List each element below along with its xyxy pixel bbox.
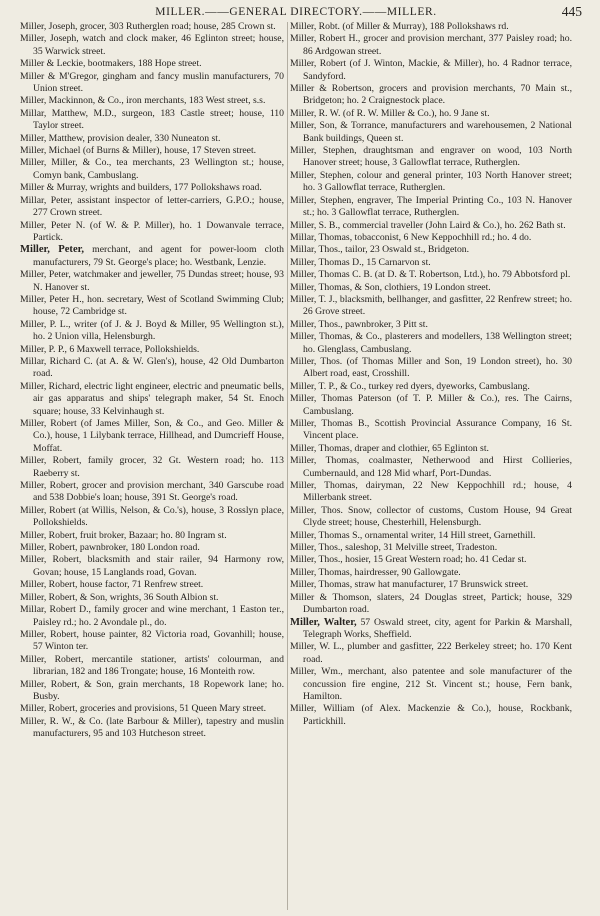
entry-text: Miller, Thomas B., Scottish Provincial Assurance Company, 16 St. Vincent place. bbox=[290, 418, 572, 442]
directory-entry bbox=[20, 592, 284, 604]
directory-entry bbox=[20, 629, 284, 654]
directory-entry bbox=[20, 33, 284, 58]
directory-entry bbox=[290, 21, 572, 33]
column-divider bbox=[287, 22, 288, 910]
entry-text: Miller, Thomas D., 15 Carnarvon st. bbox=[290, 256, 431, 268]
entry-text: Millar, Thos., tailor, 23 Oswald st., Bridgeton. bbox=[290, 244, 470, 256]
entry-name-bold: Miller, Walter, bbox=[290, 616, 357, 628]
directory-entry bbox=[20, 455, 284, 480]
directory-entry bbox=[20, 294, 284, 319]
directory-entry bbox=[290, 542, 572, 554]
entry-text: Millar, Thomas, tobacconist, 6 New Keppochhill rd.; ho. 4 do. bbox=[290, 231, 532, 243]
directory-entry bbox=[290, 703, 572, 728]
directory-entry bbox=[20, 703, 284, 715]
entry-text: Miller, Robert, & Son, wrights, 36 South Albion st. bbox=[20, 591, 219, 603]
entry-text: Miller & Robertson, grocers and provision merchants, 70 Main st., Bridgeton; ho. 2 Craignestock place. bbox=[290, 83, 572, 107]
entry-text: Millar, Peter, assistant inspector of letter-carriers, G.P.O.; house, 277 Crown street. bbox=[20, 194, 284, 219]
entry-text: Miller & Leckie, bootmakers, 188 Hope street. bbox=[20, 58, 202, 70]
directory-entry bbox=[290, 418, 572, 443]
entry-text: Miller, Robert H., grocer and provision merchant, 377 Paisley road; ho. 86 Ardgowan street. bbox=[290, 33, 572, 57]
entry-text: Miller, Peter H., hon. secretary, West of Scotland Swimming Club; house, 72 Cambridge st. bbox=[20, 293, 284, 318]
directory-entry bbox=[20, 71, 284, 96]
entry-text: Miller, S. B., commercial traveller (John Laird & Co.), ho. 262 Bath st. bbox=[290, 219, 566, 231]
entry-text: Millar, Richard C. (at A. & W. Glen's), house, 42 Old Dumbarton road. bbox=[20, 355, 284, 380]
entry-text: Miller, P. P., 6 Maxwell terrace, Pollokshields. bbox=[20, 343, 200, 355]
entry-text: Miller, Thos., hosier, 15 Great Western road; ho. 41 Cedar st. bbox=[290, 554, 527, 566]
directory-entry bbox=[20, 133, 284, 145]
entry-text: 57 Oswald street, city, agent for Parkin & Marshall, Telegraph Works, Sheffield. bbox=[303, 616, 572, 640]
entry-text: Miller, Robert, house painter, 82 Victoria road, Govanhill; house, 57 Winton ter. bbox=[20, 628, 284, 653]
directory-entry bbox=[20, 58, 284, 70]
entry-text: Miller, Robert, groceries and provisions, 51 Queen Mary street. bbox=[20, 703, 267, 715]
entry-text: Miller, Thomas S., ornamental writer, 14 Hill street, Garnethill. bbox=[290, 529, 536, 541]
directory-entry bbox=[290, 530, 572, 542]
entry-text: Miller & Thomson, slaters, 24 Douglas street, Partick; house, 329 Dumbarton road. bbox=[290, 591, 572, 616]
entry-text: Miller, Thomas Paterson (of T. P. Miller & Co.), res. The Cairns, Cambuslang. bbox=[290, 393, 572, 417]
directory-entry bbox=[20, 344, 284, 356]
directory-entry bbox=[20, 244, 284, 269]
directory-entry bbox=[290, 170, 572, 195]
directory-entry bbox=[20, 654, 284, 679]
left-column bbox=[20, 21, 284, 741]
entry-text: Miller, Robert, house factor, 71 Renfrew street. bbox=[20, 579, 204, 591]
entry-text: Miller, Thomas, & Co., plasterers and modellers, 138 Wellington street; ho. Glenglass, Cambuslang. bbox=[290, 331, 572, 355]
directory-entry bbox=[20, 604, 284, 629]
directory-entry bbox=[20, 505, 284, 530]
directory-entry bbox=[20, 195, 284, 220]
entry-text: Miller, Robt. (of Miller & Murray), 188 Pollokshaws rd. bbox=[290, 21, 509, 32]
entry-text: Millar, Robert D., family grocer and wine merchant, 1 Easton ter., Paisley rd.; ho. 2 Avondale pl., do. bbox=[20, 604, 284, 628]
page-number: 445 bbox=[561, 4, 582, 19]
entry-text: Miller, Wm., merchant, also patentee and sole manufacturer of the concussion fire engine, 212 St. Vincent st.; house, Fern bank, Hamilton. bbox=[290, 666, 572, 702]
directory-entry bbox=[20, 418, 284, 455]
directory-entry bbox=[290, 579, 572, 591]
directory-entry bbox=[290, 381, 572, 393]
entry-text: Miller, Thos. (of Thomas Miller and Son, 19 London street), ho. 30 Albert road, east, Crosshill. bbox=[290, 355, 572, 380]
entry-text: Miller, Robert, fruit broker, Bazaar; ho. 80 Ingram st. bbox=[20, 529, 227, 541]
directory-entry bbox=[290, 480, 572, 505]
entry-text: Millar, Matthew, M.D., surgeon, 183 Castle street; house, 110 Taylor street. bbox=[20, 107, 284, 132]
entry-text: Miller, R. W. (of R. W. Miller & Co.), ho. 9 Jane st. bbox=[290, 107, 490, 119]
entry-text: Miller, Robert (of J. Winton, Mackie, & Miller), ho. 4 Radnor terrace, Sandyford. bbox=[290, 58, 572, 82]
entry-text: Miller, Stephen, colour and general printer, 103 North Hanover street; ho. 3 Gallowflat terrace, Rutherglen. bbox=[290, 169, 572, 194]
running-head: MILLER.——GENERAL DIRECTORY.——MILLER. bbox=[155, 6, 437, 18]
directory-entry bbox=[290, 269, 572, 281]
entry-text: Miller, Peter N. (of W. & P. Miller), ho. 1 Dowanvale terrace, Partick. bbox=[20, 219, 284, 243]
directory-entry bbox=[20, 95, 284, 107]
directory-entry bbox=[20, 269, 284, 294]
directory-entry bbox=[290, 120, 572, 145]
directory-entry bbox=[20, 319, 284, 344]
entry-text: Miller, Robert, grocer and provision merchant, 340 Garscube road and 538 Dobbie's loan; house, 391 St. George's road. bbox=[20, 480, 284, 504]
entry-text: Miller, T. J., blacksmith, bellhanger, and gasfitter, 22 Renfrew street; ho. 26 Grove street. bbox=[290, 293, 572, 318]
directory-entry bbox=[290, 455, 572, 480]
directory-entry bbox=[20, 554, 284, 579]
entry-text: Miller, Thomas, dairyman, 22 New Keppochhill rd.; house, 4 Millerbank street. bbox=[290, 480, 572, 504]
directory-entry bbox=[290, 666, 572, 703]
entry-text: Miller, P. L., writer (of J. & J. Boyd & Miller, 95 Wellington st.), ho. 2 Union villa, Helensburgh. bbox=[20, 318, 284, 343]
directory-entry bbox=[290, 505, 572, 530]
entry-text: Miller, Robert, mercantile stationer, artists' colourman, and librarian, 182 and 186 Trongate; house, 16 Monteith row. bbox=[20, 653, 284, 678]
entry-text: Miller, Thomas, draper and clothier, 65 Eglinton st. bbox=[290, 442, 489, 454]
directory-entry bbox=[290, 554, 572, 566]
entry-text: Miller, Son, & Torrance, manufacturers and warehousemen, 2 National Bank buildings, Queen st. bbox=[290, 120, 572, 144]
directory-entry bbox=[20, 542, 284, 554]
directory-entry bbox=[20, 182, 284, 194]
directory-entry bbox=[290, 282, 572, 294]
directory-entry bbox=[20, 530, 284, 542]
directory-entry bbox=[20, 679, 284, 704]
directory-entry bbox=[290, 145, 572, 170]
directory-entry bbox=[20, 579, 284, 591]
directory-entry bbox=[290, 257, 572, 269]
directory-entry bbox=[20, 108, 284, 133]
directory-entry bbox=[20, 145, 284, 157]
directory-entry bbox=[20, 157, 284, 182]
entry-text: Miller, T. P., & Co., turkey red dyers, dyeworks, Cambuslang. bbox=[290, 380, 530, 392]
directory-entry bbox=[290, 232, 572, 244]
directory-entry bbox=[290, 393, 572, 418]
directory-entry bbox=[290, 108, 572, 120]
entry-text: Miller, Peter, watchmaker and jeweller, 75 Dundas street; house, 93 N. Hanover st. bbox=[20, 269, 284, 293]
directory-entry bbox=[290, 592, 572, 617]
entry-text: Miller, Miller, & Co., tea merchants, 23 Wellington st.; house, Comyn bank, Cambuslang. bbox=[20, 157, 284, 181]
entry-text: merchant, and agent for power-loom cloth manufacturers, 79 St. George's place; ho. Westbank, Lenzie. bbox=[33, 244, 285, 268]
entry-text: Miller, Thos., saleshop, 31 Melville street, Tradeston. bbox=[290, 542, 498, 554]
entry-text: Miller, R. W., & Co. (late Barbour & Miller), tapestry and muslin manufacturers, 95 and 103 Hutcheson street. bbox=[20, 715, 284, 740]
directory-entry bbox=[20, 21, 284, 33]
entry-text: Miller, Matthew, provision dealer, 330 Nuneaton st. bbox=[20, 132, 221, 144]
directory-entry bbox=[290, 220, 572, 232]
directory-entry bbox=[290, 641, 572, 666]
entry-text: Miller, Richard, electric light engineer, electric and pneumatic bells, air gas apparatus and ships' telegraph maker, 54 St. Enoch square; house, 33 Kelvinhaugh st. bbox=[20, 380, 284, 417]
directory-entry bbox=[20, 356, 284, 381]
entry-text: Miller, Stephen, engraver, The Imperial Printing Co., 103 N. Hanover st.; ho. 3 Gallowflat terrace, Rutherglen. bbox=[290, 194, 572, 219]
directory-entry bbox=[20, 220, 284, 245]
entry-text: Miller, Robert (at Willis, Nelson, & Co.'s), house, 3 Rosslyn place, Pollokshields. bbox=[20, 504, 284, 529]
entry-text: Miller & Murray, wrights and builders, 177 Pollokshaws road. bbox=[20, 182, 262, 194]
entry-text: Miller, Thomas, coalmaster, Netherwood and Hirst Collieries, Cumbernauld, and 128 Mid wharf, Port-Dundas. bbox=[290, 455, 572, 479]
directory-entry bbox=[290, 617, 572, 642]
directory-entry bbox=[290, 58, 572, 83]
entry-text: Miller, Thomas, & Son, clothiers, 19 London street. bbox=[290, 281, 491, 293]
directory-entry bbox=[290, 567, 572, 579]
entry-text: Miller, Robert (of James Miller, Son, & Co., and Geo. Miller & Co.), house, 1 Lilybank terrace, Hillhead, and Dumcrieff House, Moffat. bbox=[20, 418, 284, 454]
entry-text: Miller, Robert, & Son, grain merchants, 18 Ropework lane; ho. Busby. bbox=[20, 678, 284, 702]
directory-entry bbox=[290, 356, 572, 381]
entry-text: Miller, Thos. Snow, collector of customs, Custom House, 94 Great Clyde street; house, Chesterhill, Helensburgh. bbox=[290, 504, 572, 529]
entry-text: Miller, W. L., plumber and gasfitter, 222 Berkeley street; ho. 170 Kent road. bbox=[290, 641, 572, 665]
entry-text: Miller, Mackinnon, & Co., iron merchants, 183 West street, s.s. bbox=[20, 95, 266, 107]
entry-text: Miller, Stephen, draughtsman and engraver on wood, 103 North Hanover street; house, 3 Gallowflat terrace, Rutherglen. bbox=[290, 145, 572, 169]
directory-entry bbox=[20, 381, 284, 418]
entry-text: Miller, Joseph, grocer, 303 Rutherglen road; house, 285 Crown st. bbox=[20, 21, 276, 32]
entry-name-bold: Miller, Peter, bbox=[20, 244, 85, 256]
directory-entry bbox=[290, 244, 572, 256]
entry-text: Miller, Michael (of Burns & Miller), house, 17 Steven street. bbox=[20, 145, 257, 157]
directory-entry bbox=[290, 195, 572, 220]
entry-text: Miller, William (of Alex. Mackenzie & Co.), house, Rockbank, Partickhill. bbox=[290, 703, 572, 727]
entry-text: Miller, Thomas C. B. (at D. & T. Robertson, Ltd.), ho. 79 Abbotsford pl. bbox=[290, 269, 571, 281]
right-column bbox=[290, 21, 572, 728]
directory-entry bbox=[290, 443, 572, 455]
directory-entry bbox=[290, 331, 572, 356]
directory-entry bbox=[290, 33, 572, 58]
directory-entry bbox=[20, 480, 284, 505]
directory-entry bbox=[290, 319, 572, 331]
entry-text: Miller, Thomas, hairdresser, 90 Gallowgate. bbox=[290, 566, 461, 578]
entry-text: Miller, Joseph, watch and clock maker, 46 Eglinton street; house, 35 Warwick street. bbox=[20, 33, 284, 57]
entry-text: Miller, Thos., pawnbroker, 3 Pitt st. bbox=[290, 318, 428, 330]
directory-entry bbox=[20, 716, 284, 741]
entry-text: Miller & M'Gregor, gingham and fancy muslin manufacturers, 70 Union street. bbox=[20, 70, 284, 95]
directory-entry bbox=[290, 294, 572, 319]
entry-text: Miller, Robert, family grocer, 32 Gt. Western road; ho. 113 Raeberry st. bbox=[20, 455, 284, 479]
entry-text: Miller, Robert, blacksmith and stair railer, 94 Harmony row, Govan; house, 15 Langlands road, Govan. bbox=[20, 554, 284, 578]
directory-entry bbox=[290, 83, 572, 108]
entry-text: Miller, Robert, pawnbroker, 180 London road. bbox=[20, 542, 200, 554]
entry-text: Miller, Thomas, straw hat manufacturer, 17 Brunswick street. bbox=[290, 579, 529, 591]
